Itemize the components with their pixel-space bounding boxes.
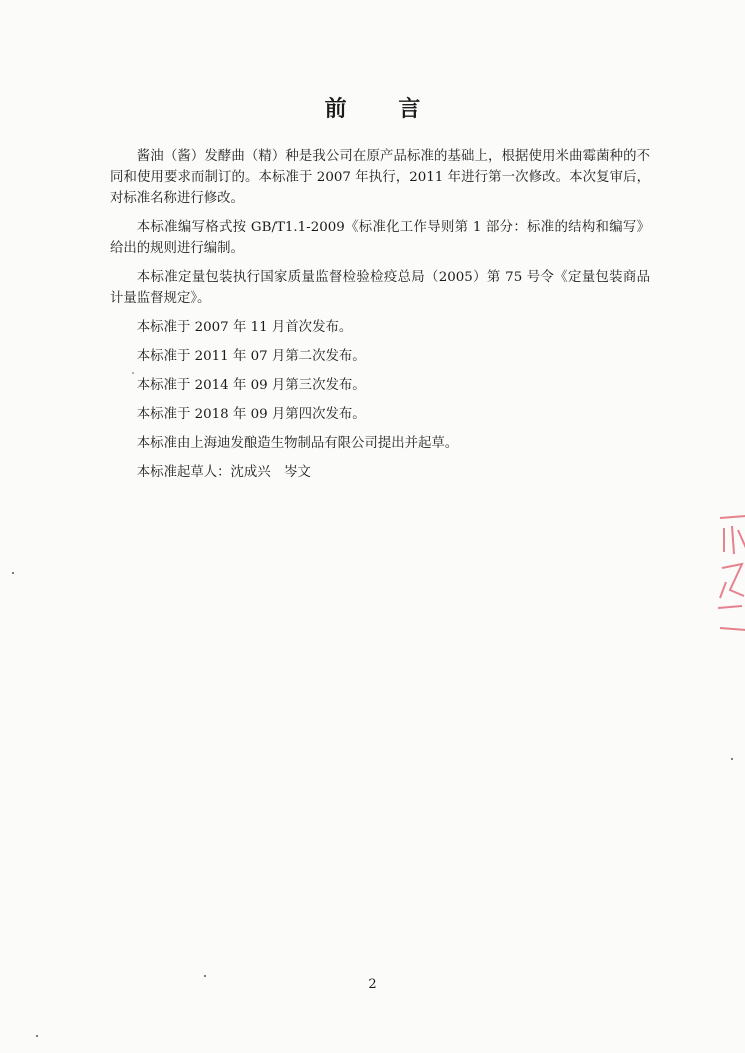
paragraph-drafter-org: 本标准由上海迪发酿造生物制品有限公司提出并起草。 xyxy=(136,436,459,451)
page-number: 2 xyxy=(368,977,377,992)
scan-speck xyxy=(132,372,134,374)
paragraph-release-1: 本标准于 2007 年 11 月首次发布。 xyxy=(136,320,353,335)
paragraph-drafters: 本标准起草人：沈成兴 岑文 xyxy=(136,465,311,480)
scan-speck xyxy=(12,572,14,574)
preface-body xyxy=(110,146,650,491)
paragraph-format: 本标准编写格式按 GB/T1.1-2009《标准化工作导则第 1 部分：标准的结构和编写》给出的规则进行编制。 xyxy=(110,220,650,256)
paragraph-packaging: 本标准定量包装执行国家质量监督检验检疫总局（2005）第 75 号令《定量包装商品计量监督规定》。 xyxy=(110,270,650,306)
scan-speck xyxy=(731,758,733,760)
seal-stamp-fragment xyxy=(712,512,745,642)
page-title: 前 言 xyxy=(324,97,443,122)
paragraph-release-3: 本标准于 2014 年 09 月第三次发布。 xyxy=(136,378,366,393)
paragraph-release-2: 本标准于 2011 年 07 月第二次发布。 xyxy=(136,349,366,364)
scan-speck xyxy=(36,1035,38,1037)
paragraph-release-4: 本标准于 2018 年 09 月第四次发布。 xyxy=(136,407,366,422)
paragraph-intro: 酱油（酱）发酵曲（精）种是我公司在原产品标准的基础上，根据使用米曲霉菌种的不同和使用要求而制订的。本标准于 2007 年执行，2011 年进行第一次修改。本次复审后，对标准名称进行修改。 xyxy=(110,149,650,206)
